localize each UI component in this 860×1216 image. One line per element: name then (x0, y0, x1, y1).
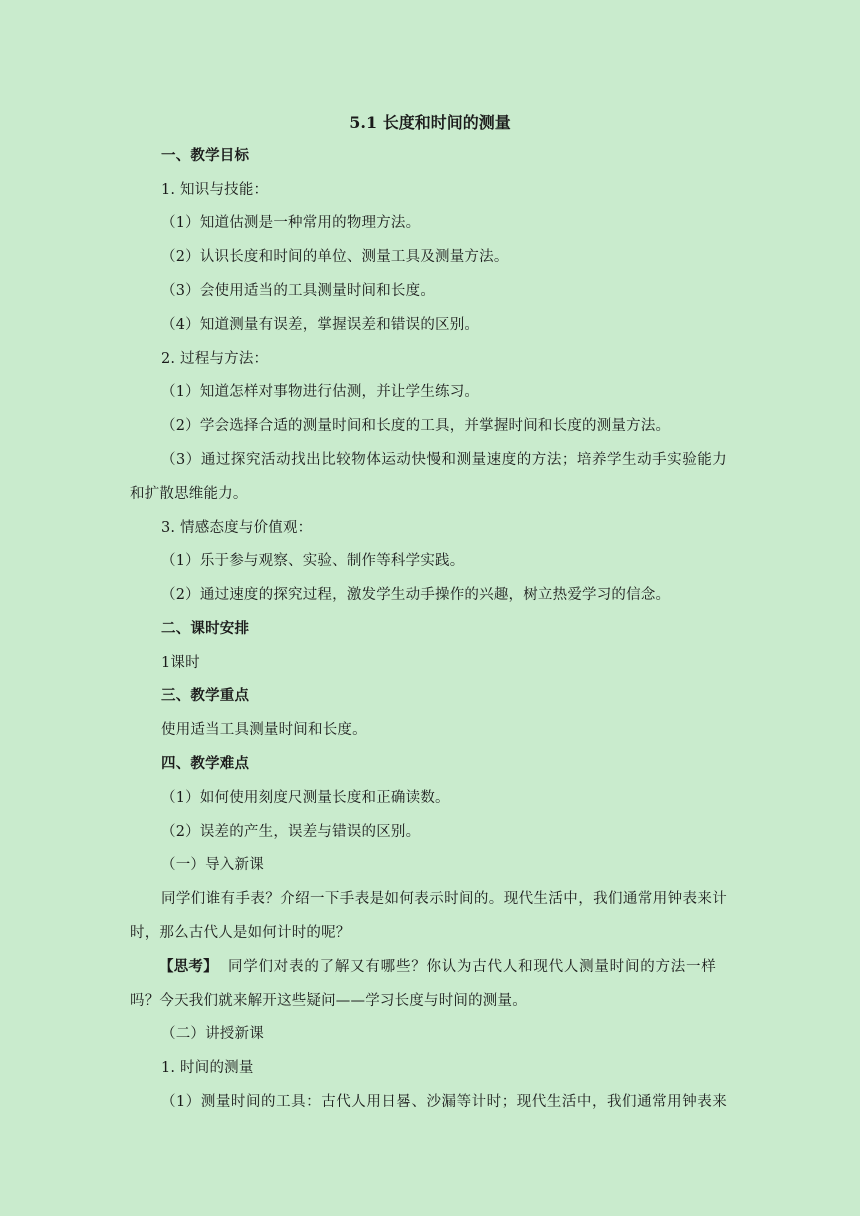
list-item: （1）知道怎样对事物进行估测，并让学生练习。 (161, 384, 480, 400)
section-heading-key-points: 三、教学重点 (161, 687, 250, 704)
paragraph: 同学们对表的了解又有哪些？你认为古代人和现代人测量时间的方法一样 (228, 959, 716, 975)
subheading-new-lesson: （二）讲授新课 (161, 1026, 264, 1042)
list-item: （2）误差的产生，误差与错误的区别。 (161, 824, 421, 840)
subheading-introduction: （一）导入新课 (161, 857, 264, 873)
paragraph-continuation: 时，那么古代人是如何计时的呢？ (130, 925, 351, 941)
section-heading-schedule: 二、课时安排 (161, 620, 250, 637)
paragraph-continuation: 吗？今天我们就来解开这些疑问——学习长度与时间的测量。 (130, 993, 527, 1009)
list-item: （1）知道估测是一种常用的物理方法。 (161, 215, 421, 231)
paragraph: 使用适当工具测量时间和长度。 (161, 722, 367, 738)
list-item: （1）如何使用刻度尺测量长度和正确读数。 (161, 790, 450, 806)
list-item: （1）乐于参与观察、实验、制作等科学实践。 (161, 553, 465, 569)
paragraph: 同学们谁有手表？介绍一下手表是如何表示时间的。现代生活中，我们通常用钟表来计 (161, 891, 727, 907)
list-item: （2）通过速度的探究过程，激发学生动手操作的兴趣，树立热爱学习的信念。 (161, 587, 671, 603)
list-item: （3）会使用适当的工具测量时间和长度。 (161, 283, 436, 299)
list-item: （4）知道测量有误差，掌握误差和错误的区别。 (161, 317, 480, 333)
paragraph: 1课时 (161, 655, 200, 671)
paragraph: （1）测量时间的工具：古代人用日晷、沙漏等计时；现代生活中，我们通常用钟表来 (161, 1094, 727, 1110)
section-heading-objectives: 一、教学目标 (161, 147, 250, 164)
page-title: 5.1 长度和时间的测量 (349, 113, 511, 132)
section-heading-difficulties: 四、教学难点 (161, 755, 250, 772)
list-item: （3）通过探究活动找出比较物体运动快慢和测量速度的方法；培养学生动手实验能力 (161, 452, 727, 468)
subheading-process-methods: 2. 过程与方法： (161, 351, 269, 367)
list-item: （2）学会选择合适的测量时间和长度的工具，并掌握时间和长度的测量方法。 (161, 418, 671, 434)
subheading-attitudes-values: 3. 情感态度与价值观： (161, 520, 313, 536)
subheading-time-measurement: 1. 时间的测量 (161, 1060, 254, 1076)
think-label: 【思考】 (159, 958, 218, 975)
subheading-knowledge-skills: 1. 知识与技能： (161, 182, 269, 198)
list-item: （2）认识长度和时间的单位、测量工具及测量方法。 (161, 249, 509, 265)
list-item-continuation: 和扩散思维能力。 (130, 486, 248, 502)
